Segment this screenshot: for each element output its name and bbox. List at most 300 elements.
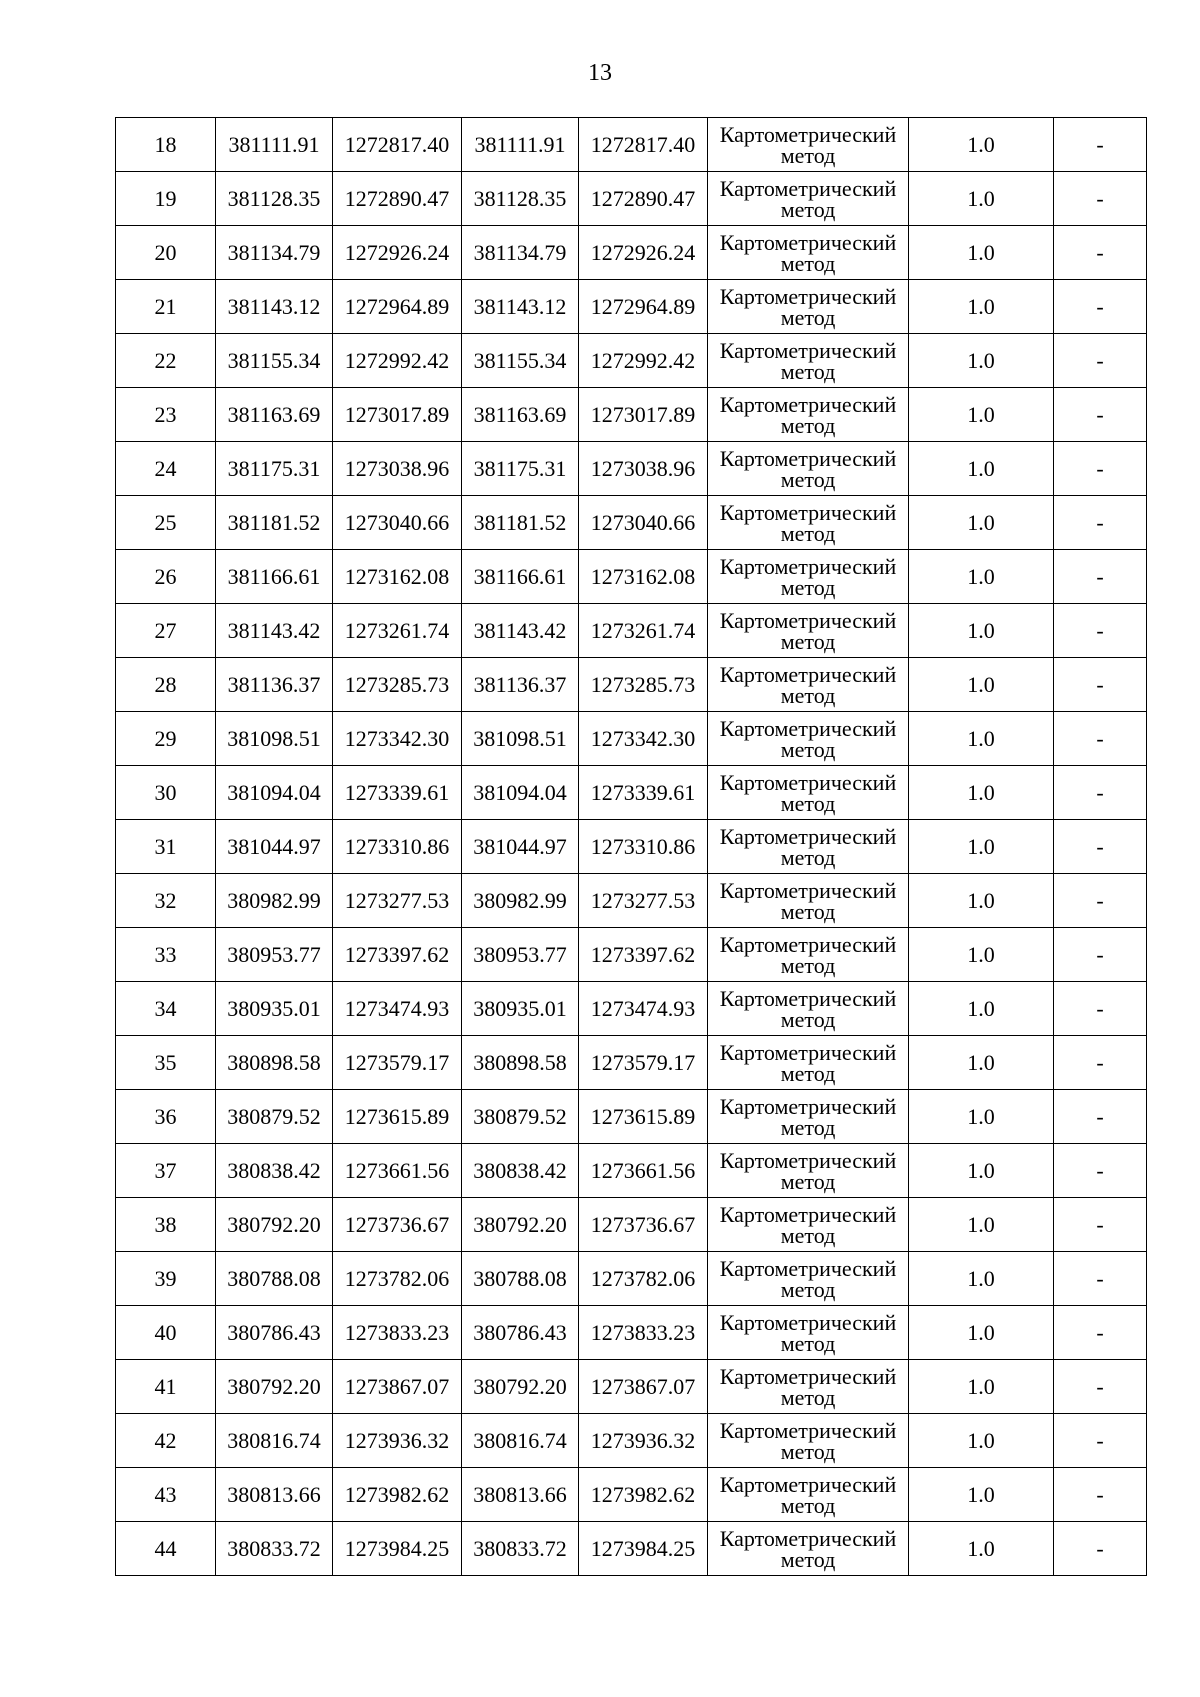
- method-cell: [708, 928, 909, 982]
- updated-y-cell: 1273833.23: [579, 1306, 708, 1360]
- table-row: [116, 712, 1147, 766]
- description-cell: -: [1054, 1036, 1147, 1090]
- updated-y-cell: 1272817.40: [579, 118, 708, 172]
- updated-y-cell: 1273310.86: [579, 820, 708, 874]
- table-row: [116, 766, 1147, 820]
- method-cell: [708, 280, 909, 334]
- updated-x-cell: 381098.51: [462, 712, 579, 766]
- updated-x-cell: 380838.42: [462, 1144, 579, 1198]
- description-cell: -: [1054, 226, 1147, 280]
- table-row: [116, 172, 1147, 226]
- updated-y-cell: 1273285.73: [579, 658, 708, 712]
- table-row: [116, 820, 1147, 874]
- method-text: метод: [780, 1438, 836, 1464]
- description-cell: -: [1054, 874, 1147, 928]
- accuracy-cell: 1.0: [909, 334, 1054, 388]
- method-text: Картометрический: [719, 445, 897, 471]
- description-cell: -: [1054, 1090, 1147, 1144]
- point-number-cell: 40: [116, 1306, 216, 1360]
- accuracy-cell: 1.0: [909, 118, 1054, 172]
- table-row: [116, 1522, 1147, 1576]
- point-number-cell: 31: [116, 820, 216, 874]
- method-text: Картометрический: [719, 1201, 897, 1227]
- updated-y-cell: 1273579.17: [579, 1036, 708, 1090]
- method-text: метод: [780, 1006, 836, 1032]
- accuracy-cell: 1.0: [909, 1252, 1054, 1306]
- existing-x-cell: 380879.52: [216, 1090, 333, 1144]
- method-cell: [708, 604, 909, 658]
- point-number-cell: 18: [116, 118, 216, 172]
- point-number-cell: 34: [116, 982, 216, 1036]
- existing-x-cell: 381155.34: [216, 334, 333, 388]
- description-cell: -: [1054, 1252, 1147, 1306]
- method-cell: [708, 1522, 909, 1576]
- updated-y-cell: 1273936.32: [579, 1414, 708, 1468]
- updated-x-cell: 381044.97: [462, 820, 579, 874]
- description-cell: -: [1054, 1414, 1147, 1468]
- description-cell: -: [1054, 1468, 1147, 1522]
- existing-y-cell: 1272992.42: [333, 334, 462, 388]
- point-number-cell: 33: [116, 928, 216, 982]
- point-number-cell: 43: [116, 1468, 216, 1522]
- point-number-cell: 20: [116, 226, 216, 280]
- accuracy-cell: 1.0: [909, 820, 1054, 874]
- point-number-cell: 27: [116, 604, 216, 658]
- method-text: метод: [780, 1222, 836, 1248]
- method-text: метод: [780, 628, 836, 654]
- method-cell: [708, 820, 909, 874]
- description-cell: -: [1054, 334, 1147, 388]
- method-cell: [708, 1468, 909, 1522]
- table-row: [116, 1198, 1147, 1252]
- table-body: [116, 118, 1147, 1576]
- updated-y-cell: 1272890.47: [579, 172, 708, 226]
- updated-x-cell: 380953.77: [462, 928, 579, 982]
- method-text: метод: [780, 520, 836, 546]
- table-row: [116, 280, 1147, 334]
- accuracy-cell: 1.0: [909, 874, 1054, 928]
- method-text: Картометрический: [719, 121, 897, 147]
- method-text: Картометрический: [719, 1093, 897, 1119]
- method-text: Картометрический: [719, 391, 897, 417]
- accuracy-cell: 1.0: [909, 658, 1054, 712]
- existing-y-cell: 1273982.62: [333, 1468, 462, 1522]
- method-cell: [708, 118, 909, 172]
- coordinates-table: [115, 117, 1147, 1576]
- existing-y-cell: 1273261.74: [333, 604, 462, 658]
- method-text: метод: [780, 250, 836, 276]
- existing-y-cell: 1273867.07: [333, 1360, 462, 1414]
- method-text: метод: [780, 412, 836, 438]
- table-row: [116, 334, 1147, 388]
- method-cell: [708, 334, 909, 388]
- method-text: метод: [780, 466, 836, 492]
- method-text: Картометрический: [719, 823, 897, 849]
- description-cell: -: [1054, 118, 1147, 172]
- method-cell: [708, 1198, 909, 1252]
- existing-x-cell: 381134.79: [216, 226, 333, 280]
- method-cell: [708, 712, 909, 766]
- point-number-cell: 22: [116, 334, 216, 388]
- updated-x-cell: 381163.69: [462, 388, 579, 442]
- existing-y-cell: 1273017.89: [333, 388, 462, 442]
- description-cell: -: [1054, 172, 1147, 226]
- existing-x-cell: 381175.31: [216, 442, 333, 496]
- updated-y-cell: 1272964.89: [579, 280, 708, 334]
- method-cell: [708, 388, 909, 442]
- table-row: [116, 604, 1147, 658]
- method-cell: [708, 550, 909, 604]
- point-number-cell: 35: [116, 1036, 216, 1090]
- updated-x-cell: 380813.66: [462, 1468, 579, 1522]
- updated-y-cell: 1273038.96: [579, 442, 708, 496]
- existing-x-cell: 380792.20: [216, 1198, 333, 1252]
- existing-y-cell: 1273833.23: [333, 1306, 462, 1360]
- table-row: [116, 1306, 1147, 1360]
- existing-x-cell: 381143.42: [216, 604, 333, 658]
- updated-x-cell: 381175.31: [462, 442, 579, 496]
- updated-y-cell: 1273017.89: [579, 388, 708, 442]
- updated-x-cell: 381136.37: [462, 658, 579, 712]
- existing-y-cell: 1273342.30: [333, 712, 462, 766]
- accuracy-cell: 1.0: [909, 1522, 1054, 1576]
- existing-y-cell: 1272817.40: [333, 118, 462, 172]
- table-row: [116, 1252, 1147, 1306]
- point-number-cell: 30: [116, 766, 216, 820]
- accuracy-cell: 1.0: [909, 280, 1054, 334]
- accuracy-cell: 1.0: [909, 1360, 1054, 1414]
- updated-x-cell: 380816.74: [462, 1414, 579, 1468]
- method-text: метод: [780, 736, 836, 762]
- accuracy-cell: 1.0: [909, 496, 1054, 550]
- point-number-cell: 19: [116, 172, 216, 226]
- existing-y-cell: 1273339.61: [333, 766, 462, 820]
- description-cell: -: [1054, 1198, 1147, 1252]
- table-row: [116, 928, 1147, 982]
- existing-y-cell: 1273277.53: [333, 874, 462, 928]
- method-cell: [708, 658, 909, 712]
- method-text: Картометрический: [719, 283, 897, 309]
- description-cell: -: [1054, 766, 1147, 820]
- method-text: метод: [780, 1060, 836, 1086]
- existing-x-cell: 380813.66: [216, 1468, 333, 1522]
- table-row: [116, 982, 1147, 1036]
- updated-x-cell: 380935.01: [462, 982, 579, 1036]
- existing-y-cell: 1272926.24: [333, 226, 462, 280]
- method-text: Картометрический: [719, 877, 897, 903]
- accuracy-cell: 1.0: [909, 550, 1054, 604]
- existing-y-cell: 1273615.89: [333, 1090, 462, 1144]
- table-row: [116, 1090, 1147, 1144]
- point-number-cell: 44: [116, 1522, 216, 1576]
- description-cell: -: [1054, 982, 1147, 1036]
- accuracy-cell: 1.0: [909, 766, 1054, 820]
- updated-y-cell: 1273397.62: [579, 928, 708, 982]
- updated-x-cell: 381143.42: [462, 604, 579, 658]
- accuracy-cell: 1.0: [909, 604, 1054, 658]
- table-row: [116, 1360, 1147, 1414]
- existing-x-cell: 380788.08: [216, 1252, 333, 1306]
- accuracy-cell: 1.0: [909, 172, 1054, 226]
- method-cell: [708, 766, 909, 820]
- updated-x-cell: 381155.34: [462, 334, 579, 388]
- existing-x-cell: 380833.72: [216, 1522, 333, 1576]
- updated-y-cell: 1273984.25: [579, 1522, 708, 1576]
- existing-x-cell: 381166.61: [216, 550, 333, 604]
- existing-x-cell: 380953.77: [216, 928, 333, 982]
- accuracy-cell: 1.0: [909, 226, 1054, 280]
- existing-x-cell: 381098.51: [216, 712, 333, 766]
- updated-x-cell: 380833.72: [462, 1522, 579, 1576]
- updated-y-cell: 1273162.08: [579, 550, 708, 604]
- method-text: метод: [780, 574, 836, 600]
- accuracy-cell: 1.0: [909, 982, 1054, 1036]
- method-text: метод: [780, 1276, 836, 1302]
- method-text: метод: [780, 1114, 836, 1140]
- table-row: [116, 442, 1147, 496]
- existing-y-cell: 1272890.47: [333, 172, 462, 226]
- existing-x-cell: 381111.91: [216, 118, 333, 172]
- existing-x-cell: 380838.42: [216, 1144, 333, 1198]
- existing-y-cell: 1272964.89: [333, 280, 462, 334]
- existing-y-cell: 1273936.32: [333, 1414, 462, 1468]
- updated-x-cell: 381143.12: [462, 280, 579, 334]
- existing-y-cell: 1273397.62: [333, 928, 462, 982]
- existing-y-cell: 1273579.17: [333, 1036, 462, 1090]
- updated-y-cell: 1273339.61: [579, 766, 708, 820]
- method-text: Картометрический: [719, 229, 897, 255]
- existing-x-cell: 381136.37: [216, 658, 333, 712]
- description-cell: -: [1054, 1522, 1147, 1576]
- method-text: Картометрический: [719, 1417, 897, 1443]
- point-number-cell: 38: [116, 1198, 216, 1252]
- existing-x-cell: 380792.20: [216, 1360, 333, 1414]
- existing-x-cell: 380786.43: [216, 1306, 333, 1360]
- table-row: [116, 1144, 1147, 1198]
- method-text: метод: [780, 304, 836, 330]
- accuracy-cell: 1.0: [909, 442, 1054, 496]
- method-text: Картометрический: [719, 931, 897, 957]
- table-row: [116, 658, 1147, 712]
- accuracy-cell: 1.0: [909, 1090, 1054, 1144]
- method-cell: [708, 1036, 909, 1090]
- updated-y-cell: 1273474.93: [579, 982, 708, 1036]
- updated-y-cell: 1273040.66: [579, 496, 708, 550]
- updated-x-cell: 380792.20: [462, 1360, 579, 1414]
- updated-x-cell: 381134.79: [462, 226, 579, 280]
- method-text: Картометрический: [719, 1147, 897, 1173]
- method-cell: [708, 874, 909, 928]
- description-cell: -: [1054, 1360, 1147, 1414]
- method-text: Картометрический: [719, 715, 897, 741]
- method-cell: [708, 442, 909, 496]
- description-cell: -: [1054, 658, 1147, 712]
- existing-x-cell: 380935.01: [216, 982, 333, 1036]
- method-cell: [708, 1414, 909, 1468]
- point-number-cell: 29: [116, 712, 216, 766]
- updated-y-cell: 1272992.42: [579, 334, 708, 388]
- method-cell: [708, 982, 909, 1036]
- updated-x-cell: 380982.99: [462, 874, 579, 928]
- point-number-cell: 25: [116, 496, 216, 550]
- point-number-cell: 41: [116, 1360, 216, 1414]
- description-cell: -: [1054, 496, 1147, 550]
- existing-x-cell: 380982.99: [216, 874, 333, 928]
- updated-x-cell: 381128.35: [462, 172, 579, 226]
- method-text: метод: [780, 1546, 836, 1572]
- description-cell: -: [1054, 820, 1147, 874]
- method-text: метод: [780, 790, 836, 816]
- updated-y-cell: 1273661.56: [579, 1144, 708, 1198]
- existing-y-cell: 1273038.96: [333, 442, 462, 496]
- updated-y-cell: 1273615.89: [579, 1090, 708, 1144]
- updated-x-cell: 381181.52: [462, 496, 579, 550]
- method-text: Картометрический: [719, 499, 897, 525]
- description-cell: -: [1054, 1144, 1147, 1198]
- table-row: [116, 1414, 1147, 1468]
- existing-x-cell: 381044.97: [216, 820, 333, 874]
- updated-y-cell: 1273867.07: [579, 1360, 708, 1414]
- updated-x-cell: 381094.04: [462, 766, 579, 820]
- point-number-cell: 21: [116, 280, 216, 334]
- updated-y-cell: 1273782.06: [579, 1252, 708, 1306]
- updated-x-cell: 381166.61: [462, 550, 579, 604]
- existing-y-cell: 1273040.66: [333, 496, 462, 550]
- method-text: Картометрический: [719, 1363, 897, 1389]
- table-row: [116, 496, 1147, 550]
- updated-x-cell: 380898.58: [462, 1036, 579, 1090]
- method-text: метод: [780, 1330, 836, 1356]
- point-number-cell: 23: [116, 388, 216, 442]
- accuracy-cell: 1.0: [909, 388, 1054, 442]
- method-cell: [708, 1144, 909, 1198]
- table-row: [116, 874, 1147, 928]
- existing-x-cell: 381094.04: [216, 766, 333, 820]
- method-text: Картометрический: [719, 1309, 897, 1335]
- updated-y-cell: 1272926.24: [579, 226, 708, 280]
- existing-x-cell: 381143.12: [216, 280, 333, 334]
- description-cell: -: [1054, 1306, 1147, 1360]
- table-row: [116, 550, 1147, 604]
- method-cell: [708, 496, 909, 550]
- method-text: Картометрический: [719, 337, 897, 363]
- existing-y-cell: 1273736.67: [333, 1198, 462, 1252]
- method-text: метод: [780, 142, 836, 168]
- description-cell: -: [1054, 442, 1147, 496]
- point-number-cell: 39: [116, 1252, 216, 1306]
- existing-y-cell: 1273285.73: [333, 658, 462, 712]
- method-cell: [708, 1252, 909, 1306]
- method-text: Картометрический: [719, 769, 897, 795]
- updated-x-cell: 380792.20: [462, 1198, 579, 1252]
- page-number: 13: [588, 60, 612, 86]
- table-row: [116, 226, 1147, 280]
- table-row: [116, 1036, 1147, 1090]
- table-row: [116, 1468, 1147, 1522]
- existing-x-cell: 380898.58: [216, 1036, 333, 1090]
- existing-y-cell: 1273661.56: [333, 1144, 462, 1198]
- description-cell: -: [1054, 928, 1147, 982]
- method-text: метод: [780, 1384, 836, 1410]
- existing-y-cell: 1273474.93: [333, 982, 462, 1036]
- accuracy-cell: 1.0: [909, 1036, 1054, 1090]
- updated-y-cell: 1273277.53: [579, 874, 708, 928]
- accuracy-cell: 1.0: [909, 928, 1054, 982]
- method-text: Картометрический: [719, 1471, 897, 1497]
- description-cell: -: [1054, 280, 1147, 334]
- method-text: Картометрический: [719, 553, 897, 579]
- method-text: метод: [780, 1168, 836, 1194]
- method-text: метод: [780, 196, 836, 222]
- method-text: Картометрический: [719, 985, 897, 1011]
- point-number-cell: 42: [116, 1414, 216, 1468]
- accuracy-cell: 1.0: [909, 1306, 1054, 1360]
- point-number-cell: 32: [116, 874, 216, 928]
- updated-x-cell: 380786.43: [462, 1306, 579, 1360]
- point-number-cell: 28: [116, 658, 216, 712]
- method-text: Картометрический: [719, 607, 897, 633]
- method-text: метод: [780, 952, 836, 978]
- accuracy-cell: 1.0: [909, 712, 1054, 766]
- description-cell: -: [1054, 388, 1147, 442]
- table-row: [116, 118, 1147, 172]
- existing-x-cell: 381163.69: [216, 388, 333, 442]
- accuracy-cell: 1.0: [909, 1414, 1054, 1468]
- description-cell: -: [1054, 712, 1147, 766]
- accuracy-cell: 1.0: [909, 1144, 1054, 1198]
- existing-x-cell: 381128.35: [216, 172, 333, 226]
- updated-y-cell: 1273261.74: [579, 604, 708, 658]
- existing-y-cell: 1273310.86: [333, 820, 462, 874]
- method-cell: [708, 1090, 909, 1144]
- existing-y-cell: 1273782.06: [333, 1252, 462, 1306]
- point-number-cell: 24: [116, 442, 216, 496]
- point-number-cell: 26: [116, 550, 216, 604]
- updated-x-cell: 381111.91: [462, 118, 579, 172]
- method-text: метод: [780, 1492, 836, 1518]
- updated-y-cell: 1273736.67: [579, 1198, 708, 1252]
- point-number-cell: 37: [116, 1144, 216, 1198]
- existing-y-cell: 1273984.25: [333, 1522, 462, 1576]
- point-number-cell: 36: [116, 1090, 216, 1144]
- updated-x-cell: 380879.52: [462, 1090, 579, 1144]
- method-text: Картометрический: [719, 661, 897, 687]
- accuracy-cell: 1.0: [909, 1468, 1054, 1522]
- existing-y-cell: 1273162.08: [333, 550, 462, 604]
- existing-x-cell: 381181.52: [216, 496, 333, 550]
- updated-y-cell: 1273342.30: [579, 712, 708, 766]
- description-cell: -: [1054, 604, 1147, 658]
- table-row: [116, 388, 1147, 442]
- method-text: Картометрический: [719, 175, 897, 201]
- updated-x-cell: 380788.08: [462, 1252, 579, 1306]
- method-cell: [708, 226, 909, 280]
- method-text: Картометрический: [719, 1255, 897, 1281]
- method-text: метод: [780, 844, 836, 870]
- method-cell: [708, 172, 909, 226]
- accuracy-cell: 1.0: [909, 1198, 1054, 1252]
- method-cell: [708, 1306, 909, 1360]
- method-text: метод: [780, 898, 836, 924]
- method-text: метод: [780, 358, 836, 384]
- description-cell: -: [1054, 550, 1147, 604]
- updated-y-cell: 1273982.62: [579, 1468, 708, 1522]
- method-text: метод: [780, 682, 836, 708]
- method-cell: [708, 1360, 909, 1414]
- existing-x-cell: 380816.74: [216, 1414, 333, 1468]
- method-text: Картометрический: [719, 1039, 897, 1065]
- method-text: Картометрический: [719, 1525, 897, 1551]
